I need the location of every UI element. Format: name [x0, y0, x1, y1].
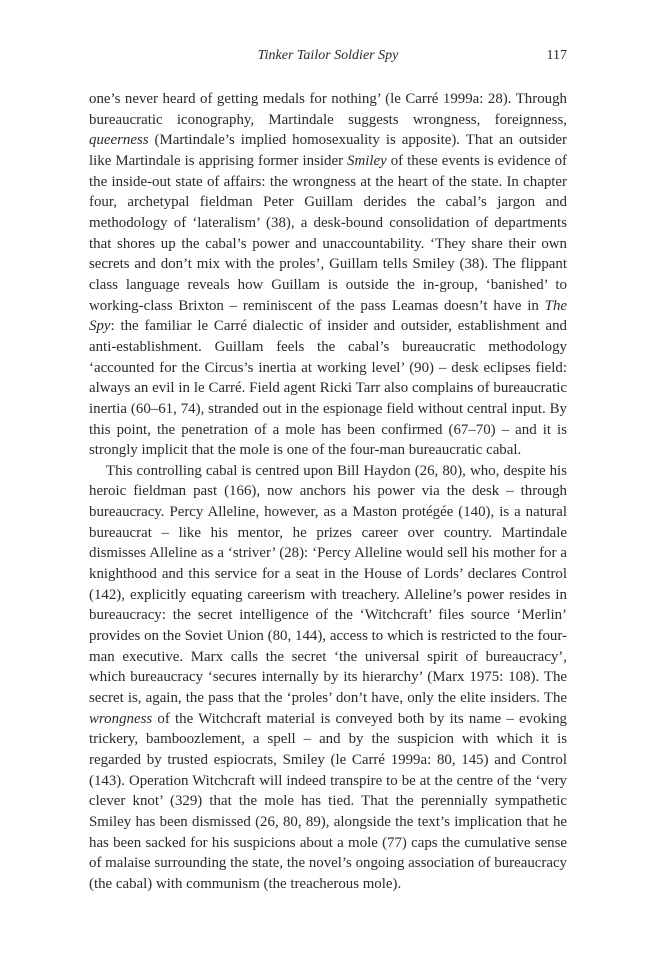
- text-segment: one’s never heard of getting medals for nothing’ (le Carré 1999a: 28). Through bureaucratic iconography, Martindale suggests wrongness, foreignness,: [89, 91, 567, 128]
- running-title: Tinker Tailor Soldier Spy: [257, 48, 399, 63]
- text-segment: (Martindale’s implied homosexuality is apposite). That an outsider like Martindale is apprising former insider: [89, 132, 567, 169]
- italic-text-segment: Smiley: [347, 152, 387, 169]
- running-head: [89, 46, 567, 66]
- page-number: 117: [546, 48, 567, 63]
- text-segment: of the Witchcraft material is conveyed both by its name – evoking trickery, bamboozlement, a spell – and by the suspicion with which it is regarded by trusted espiocrats, Smiley (le Carré 1999a: 80, 145) and Control (143). Operation Witchcraft will indeed transpire to be at the centre of the ‘very clever knot’ (329) that the mole has tied. That the perennially sympathetic Smiley has been dismissed (26, 80, 89), alongside the text’s implication that he has been sacked for his suspicions about a mole (77) caps the cumulative sense of malaise surrounding the state, the novel’s ongoing association of bureaucracy (the cabal) with communism (the treacherous mole).: [89, 710, 567, 892]
- body-text: [89, 89, 567, 895]
- paragraph: [89, 461, 567, 895]
- text-segment: of these events is evidence of the inside-out state of affairs: the wrongness at the heart of the state. In chapter four, archetypal fieldman Peter Guillam derides the cabal’s jargon and methodology of ‘lateralism’ (38), a desk-bound consolidation of departments that shores up the cabal’s power and unaccountability. ‘They share their own secrets and don’t mix with the proles’, Guillam tells Smiley (38). The flippant class language reveals how Guillam is outside the in-group, ‘banished’ to working-class Brixton – reminiscent of the pass Leamas doesn’t have in: [89, 152, 567, 314]
- paragraph: [89, 89, 567, 461]
- text-segment: This controlling cabal is centred upon Bill Haydon (26, 80), who, despite his heroic fieldman past (166), now anchors his power via the desk – through bureaucracy. Percy Alleline, however, as a Maston protégée (140), is a natural bureaucrat – like his mentor, he prizes career over country. Martindale dismisses Alleline as a ‘striver’ (28): ‘Percy Alleline would sell his mother for a knighthood and this service for a seat in the House of Lords’ declares Control (142), explicitly equating careerism with treachery. Alleline’s power resides in bureaucracy: the secret intelligence of the ‘Witchcraft’ files source ‘Merlin’ provides on the Soviet Union (80, 144), access to which is restricted to the four-man executive. Marx calls the secret ‘the universal spirit of bureaucracy’, which bureaucracy ‘secures internally by its hierarchy’ (Marx 1975: 108). The secret is, again, the pass that the ‘proles’ don’t have, only the elite insiders. The: [89, 462, 567, 707]
- italic-text-segment: queerness: [89, 132, 149, 149]
- text-segment: : the familiar le Carré dialectic of insider and outsider, establishment and anti-establishment. Guillam feels the cabal’s bureaucratic methodology ‘accounted for the Circus’s inertia at working level’ (90) – desk eclipses field: always an evil in le Carré. Field agent Ricki Tarr also complains of bureaucratic inertia (60–61, 74), stranded out in the espionage field without central input. By this point, the penetration of a mole has been confirmed (67–70) – and it is strongly implicit that the mole is one of the four-man bureaucratic cabal.: [89, 318, 567, 459]
- italic-text-segment: The Spy: [89, 297, 567, 335]
- italic-text-segment: wrongness: [89, 710, 153, 727]
